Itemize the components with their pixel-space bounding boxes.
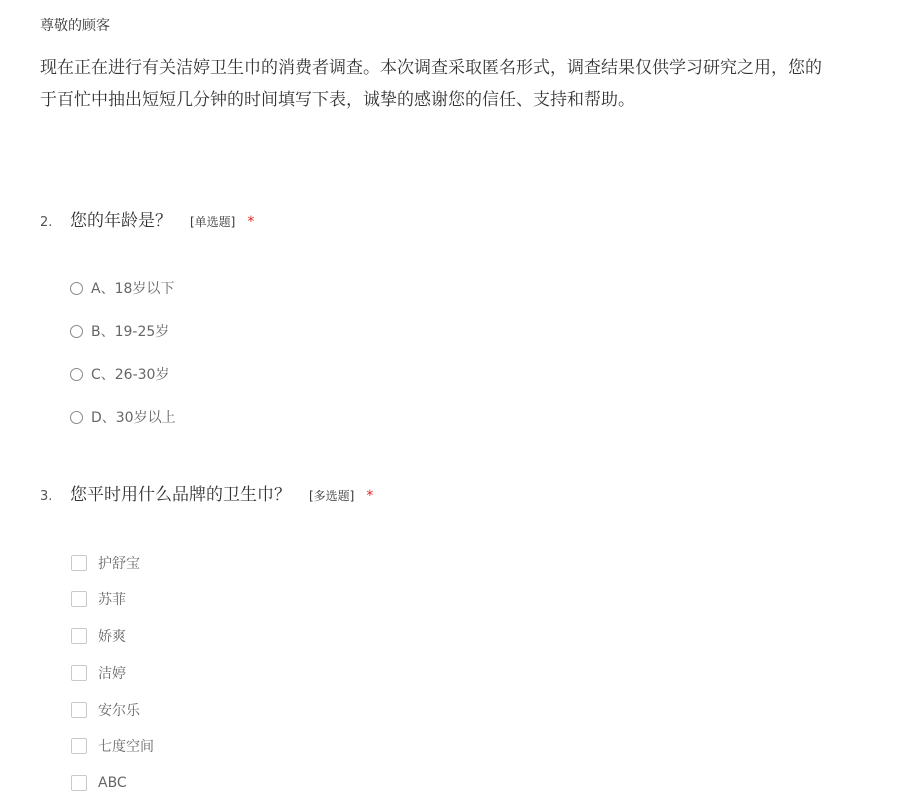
option-label: 护舒宝 (98, 556, 140, 572)
option-label: C、26-30岁 (91, 367, 170, 383)
checkbox-icon[interactable] (71, 591, 87, 607)
radio-option-age-b[interactable] (70, 321, 169, 341)
checkbox-option-brand-3[interactable] (71, 626, 126, 646)
question-type-badge: [多选题] (309, 489, 355, 503)
required-mark: * (366, 488, 374, 504)
option-label: A、18岁以下 (91, 281, 175, 297)
greeting: 尊敬的顾客 (40, 18, 110, 34)
question-title: 您的年龄是？ (70, 211, 172, 231)
radio-option-age-a[interactable] (70, 278, 174, 298)
option-label: B、19-25岁 (91, 324, 170, 340)
survey-intro (40, 52, 900, 116)
question-number: 3. (40, 489, 53, 504)
checkbox-icon[interactable] (71, 702, 87, 718)
checkbox-icon[interactable] (71, 665, 87, 681)
option-label: 七度空间 (98, 739, 154, 755)
intro-line-1: 现在正在进行有关洁婷卫生巾的消费者调查。本次调查采取匿名形式，调查结果仅供学习研究之用，您的 (40, 58, 822, 78)
checkbox-option-brand-1[interactable] (71, 553, 140, 573)
checkbox-icon[interactable] (71, 775, 87, 791)
radio-circle-icon[interactable] (70, 325, 83, 338)
checkbox-option-brand-2[interactable] (71, 589, 126, 609)
checkbox-icon[interactable] (71, 738, 87, 754)
checkbox-option-brand-7[interactable] (71, 773, 127, 793)
checkbox-option-brand-4[interactable] (71, 663, 126, 683)
radio-circle-icon[interactable] (70, 368, 83, 381)
checkbox-icon[interactable] (71, 628, 87, 644)
question-title: 您平时用什么品牌的卫生巾？ (70, 485, 291, 505)
option-label: D、30岁以上 (91, 410, 176, 426)
option-label: 洁婷 (98, 666, 126, 682)
option-label: ABC (98, 775, 127, 791)
intro-line-2: 于百忙中抽出短短几分钟的时间填写下表，诚挚的感谢您的信任、支持和帮助。 (40, 90, 635, 110)
radio-circle-icon[interactable] (70, 411, 83, 424)
question-2-header (40, 206, 254, 231)
checkbox-icon[interactable] (71, 555, 87, 571)
question-number: 2. (40, 215, 53, 230)
question-3-header (40, 480, 373, 505)
option-label: 苏菲 (98, 592, 126, 608)
radio-option-age-c[interactable] (70, 364, 169, 384)
radio-circle-icon[interactable] (70, 282, 83, 295)
checkbox-option-brand-6[interactable] (71, 736, 154, 756)
checkbox-option-brand-5[interactable] (71, 700, 140, 720)
option-label: 娇爽 (98, 629, 126, 645)
required-mark: * (247, 214, 255, 230)
option-label: 安尔乐 (98, 703, 140, 719)
radio-option-age-d[interactable] (70, 407, 176, 427)
question-type-badge: [单选题] (190, 215, 236, 229)
